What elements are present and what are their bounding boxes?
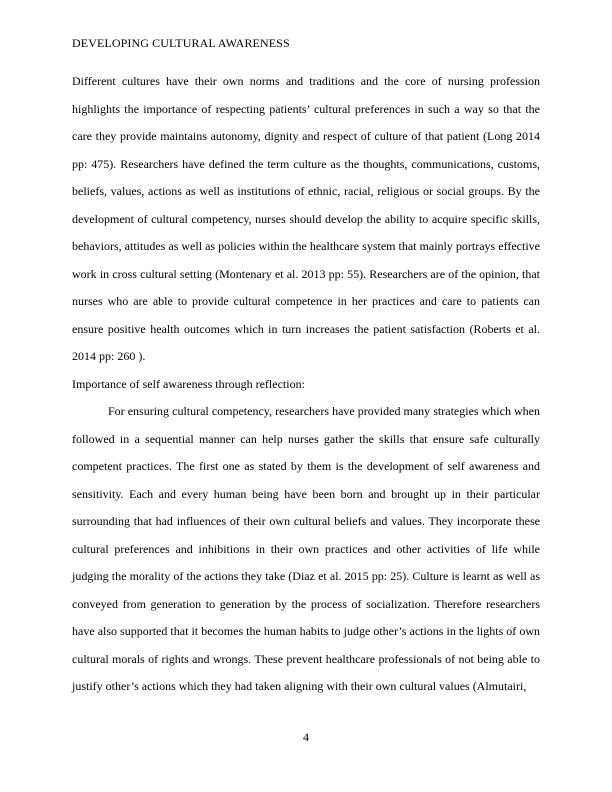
body-text — [72, 68, 540, 701]
paragraph-intro: Different cultures have their own norms and traditions and the core of nursing profession highlights the importance of respecting patients’ cultural preferences in such a way so that the care they provide maintains autonomy, dignity and respect of culture of that patient (Long 2014 pp: 475). Researchers have defined the term culture as the thoughts, communications, customs, beliefs, values, actions as well as institutions of ethnic, racial, religious or social groups. By the development of cultural competency, nurses should develop the ability to acquire specific skills, behaviors, attitudes as well as policies within the healthcare system that mainly portrays effective work in cross cultural setting (Montenary et al. 2013 pp: 55). Researchers are of the opinion, that nurses who are able to provide cultural competence in her practices and care to patients can ensure positive health outcomes which in turn increases the patient satisfaction (Roberts et al. 2014 pp: 260 ). — [72, 74, 540, 363]
paragraph-self-awareness: For ensuring cultural competency, researchers have provided many strategies which when followed in a sequential manner can help nurses gather the skills that ensure safe culturally competent practices. The first one as stated by them is the development of self awareness and sensitivity. Each and every human being have been born and brought up in their particular surrounding that had influences of their own cultural beliefs and values. They incorporate these cultural preferences and inhibitions in their own practices and other activities of life while judging the morality of the actions they take (Diaz et al. 2015 pp: 25). Culture is learnt as well as conveyed from generation to generation by the process of socialization. Therefore researchers have also supported that it becomes the human habits to judge other’s actions in the lights of own cultural morals of rights and wrongs. These prevent healthcare professionals of not being able to justify other’s actions which they had taken aligning with their own cultural values (Almutairi, — [72, 404, 540, 693]
section-subheading: Importance of self awareness through reflection: — [72, 376, 305, 391]
running-head: DEVELOPING CULTURAL AWARENESS — [72, 36, 290, 50]
page-number: 4 — [303, 730, 309, 744]
